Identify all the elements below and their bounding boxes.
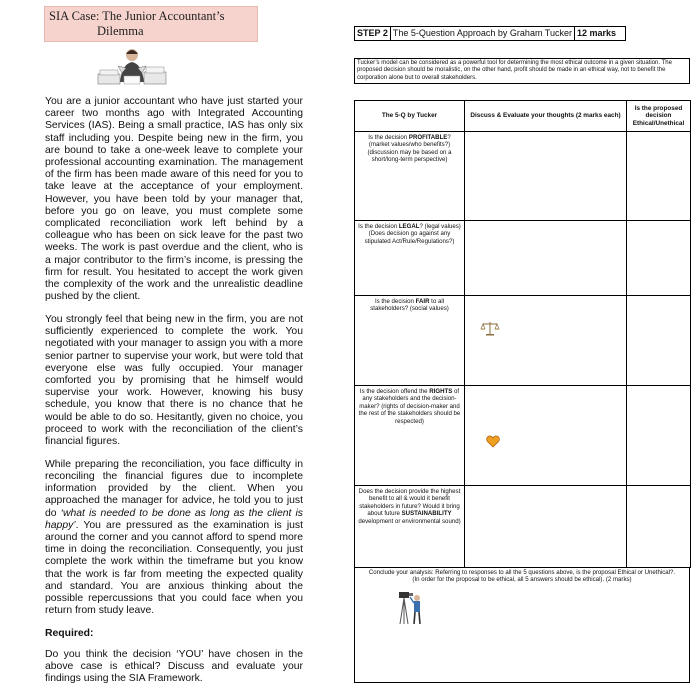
header-discuss: Discuss & Evaluate your thoughts (2 marks each) [465,101,627,132]
question-rights: Is the decision offend the RIGHTS of any stakeholders and the decision-maker? (rights of decision-maker and the rest of the stakeholders should be respected) [355,386,465,486]
answer-cell-sustainability[interactable] [465,486,627,568]
question-fair: Is the decision FAIR to all stakeholders? (social values) [355,296,465,386]
question-profitable: Is the decision PROFITABLE? (market values/who benefits?) (discussion may be based on a short/long-term perspective) [355,132,465,221]
table-row-sustainability [355,486,691,568]
table-header-row [355,101,691,132]
required-question: Do you think the decision ‘YOU’ have chosen in the above case is ethical? Discuss and evaluate your findings using the SIA Framework. [45,649,303,685]
case-title-line2: Dilemma [97,24,144,38]
surveyor-icon [397,588,425,628]
step-label: STEP 2 [355,27,391,40]
story-paragraph-3-before: While preparing the reconciliation, you face difficulty in reconciling the financial figures due to incomplete information provided by the client. When you approached the manager for advice, he told you to just do [45,458,303,519]
case-title-line1: SIA Case: The Junior Accountant’s [49,9,225,23]
table-row-profitable [355,132,691,221]
header-5q: The 5-Q by Tucker [355,101,465,132]
conclusion-note: (In order for the proposal to be ethical, all 5 answers should be ethical). (2 marks) [412,576,632,584]
story-paragraph-1: You are a junior accountant who have just started your career two months ago with Integrated Accounting Services (IAS). Being a small practice, IAS has only six staff including you. Despite being new in the firm, you are bound to take a one-week leave to complete your professional accounting examination. The management of the firm has been made aware of this need for you to take leave at the acceptance of your employment. However, you have been told by your manager that, before you go on leave, you must complete some complicated reconciliation work left behind by a colleague who has been on sick leave for the past two weeks. The work is past overdue and the client, who is a major contributor to the firm’s income, is pressing the firm for result. You hesitated to accept the work given the complexity of the work and the unrealistic deadline pushed by the client. [45,96,303,303]
story-paragraph-2: You strongly feel that being new in the firm, you are not sufficiently experienced to complete the work. You negotiated with your manager to assign you with a more senior partner to supervise your work, but were told that everyone else was fully occupied. Your manager comforted you by promising that he himself would supervise your work. However, knowing his busy schedule, you know that there is no chance that he would be able to do so. Hesitantly, given no choice, you proceed to work with the reconciliation of the client’s financial figures. [45,313,303,447]
story-paragraph-3-after: . You are pressured as the examination is just around the corner and you cannot afford to spend more time in doing the reconciliation. Consequently, you just complete the work within the timeframe but you know that the work is far from meeting the expected quality and standard. You are anxious thinking about the possible repercussions that you could face when you return from study leave. [45,519,303,617]
step-title: The 5-Question Approach by Graham Tucker [391,27,575,40]
balance-scale-icon [480,320,500,336]
question-legal: Is the decision LEGAL? (legal values) (Does decision go against any stipulated Act/Rule/Regulations?) [355,221,465,296]
manager-quote: ‘what is needed to be done as long as the client is happy’ [45,507,303,531]
answer-cell-fair[interactable] [465,296,627,386]
conclusion-prompt: Conclude your analysis: Referring to responses to all the 5 questions above, is the proposal Ethical or Unethical?. [368,569,676,576]
heart-icon [486,435,500,448]
step-header [354,26,626,41]
table-row-legal [355,221,691,296]
table-row-rights [355,386,691,486]
question-sustainability: Does the decision provide the highest benefit to all & would it benefit stakeholders in future? Would it bring about future SUSTAINABILITY development or environmental sound) [355,486,465,568]
ethical-cell-rights[interactable] [627,386,691,486]
answer-cell-profitable[interactable] [465,132,627,221]
tucker-intro: Tucker’s model can be considered as a powerful tool for determining the most ethical outcome in a given situation. The proposed decision should be moralistic, on the other hand, profit should be made in an ethical way, not to benefit the corporation alone but to overall stakeholders. [354,58,690,84]
case-story [45,96,303,696]
ethical-cell-profitable[interactable] [627,132,691,221]
case-title [44,6,258,42]
ethical-cell-legal[interactable] [627,221,691,296]
table-row-fair [355,296,691,386]
required-label: Required: [45,627,94,639]
person-with-papers-illustration [96,46,168,86]
ethical-cell-fair[interactable] [627,296,691,386]
ethical-cell-sustainability[interactable] [627,486,691,568]
story-paragraph-3 [45,459,303,618]
header-ethical: Is the proposed decision Ethical/Unethical [627,101,691,132]
step-marks: 12 marks [576,28,616,38]
answer-cell-legal[interactable] [465,221,627,296]
tucker-table [354,100,691,568]
